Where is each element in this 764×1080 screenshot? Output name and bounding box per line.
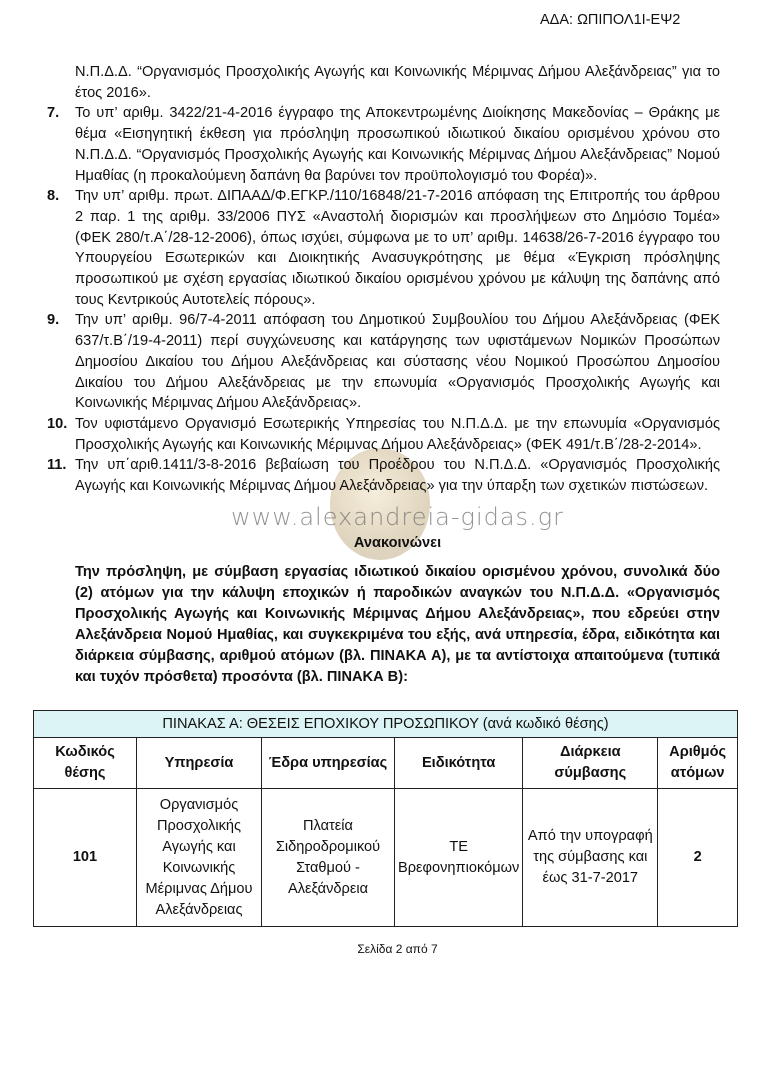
cell-specialty: ΤΕ Βρεφονηπιοκόμων bbox=[395, 789, 523, 927]
cell-service: Οργανισμός Προσχολικής Αγωγής και Κοινωνικής Μέριμνας Δήμου Αλεξάνδρειας bbox=[137, 789, 262, 927]
list-item bbox=[47, 103, 720, 186]
list-item bbox=[47, 414, 720, 455]
header-location: Έδρα υπηρεσίας bbox=[262, 738, 395, 789]
list-item bbox=[47, 186, 720, 310]
item-number: 11. bbox=[47, 457, 67, 474]
header-duration: Διάρκεια σύμβασης bbox=[523, 738, 658, 789]
item-text: Την υπ’ αριθμ. πρωτ. ΔΙΠΑΑΔ/Φ.ΕΓΚΡ./110/16848/21-7-2016 απόφαση της Επιτροπής του άρθρου 2 παρ. 1 της αριθμ. 33/2006 ΠΥΣ «Αναστολή διορισμών και προσλήψεων στο Δημόσιο Τομέα» (ΦΕΚ 280/τ.Α΄/28-12-2006), όπως ισχύει, σύμφωνα με το υπ’ αριθμ. 14638/26-7-2016 έγγραφο του Υπουργείου Εσωτερικών και Διοικητικής Ανασυγκρότησης με θέμα «Έγκριση πρόσληψης προσωπικού με σχέση εργασίας ιδιωτικού δικαίου ορισμένου χρόνου με κάλυψη της δαπάνης από τους Κεντρικούς Αυτοτελείς πόρους». bbox=[75, 188, 720, 308]
item-text: Την υπ’ αριθμ. 96/7-4-2011 απόφαση του Δημοτικού Συμβουλίου του Δήμου Αλεξάνδρειας (ΦΕΚ 637/τ.Β΄/19-4-2011) περί συγχώνευσης και κατάργησης των υφιστάμενων Νομικών Προσώπων Δημοσίου Δικαίου του Δήμου Αλεξάνδρειας και σύστασης νέου Νομικού Προσώπου Δημοσίου Δικαίου του Δήμου Αλεξάνδρειας με την επωνυμία «Οργανισμός Προσχολικής Αγωγής και Κοινωνικής Μέριμνας Δήμου Αλεξάνδρειας». bbox=[75, 312, 720, 412]
item-text: Το υπ’ αριθμ. 3422/21-4-2016 έγγραφο της Αποκεντρωμένης Διοίκησης Μακεδονίας – Θράκης με θέμα «Εισηγητική έκθεση για πρόσληψη προσωπικού ιδιωτικού δικαίου ορισμένου χρόνου στο Ν.Π.Δ.Δ. “Οργανισμός Προσχολικής Αγωγής και Κοινωνικής Μέριμνας Δήμου Αλεξάνδρειας” Νομού Ημαθίας (η προκαλούμενη δαπάνη θα βαρύνει τον προϋπολογισμό του Φορέα)». bbox=[75, 105, 720, 184]
header-count: Αριθμός ατόμων bbox=[658, 738, 738, 789]
header-code: Κωδικός θέσης bbox=[34, 738, 137, 789]
watermark-text: www.alexandreia-gidas.gr bbox=[231, 502, 564, 531]
continuation-paragraph: Ν.Π.Δ.Δ. “Οργανισμός Προσχολικής Αγωγής και Κοινωνικής Μέριμνας Δήμου Αλεξάνδρειας” για το έτος 2016». bbox=[75, 64, 720, 101]
item-number: 10. bbox=[47, 415, 68, 432]
ada-code: ΑΔΑ: ΩΠΙΠΟΛ1Ι-ΕΨ2 bbox=[540, 12, 681, 28]
announcement-paragraph: Την πρόσληψη, με σύμβαση εργασίας ιδιωτικού δικαίου ορισμένου χρόνου, συνολικά δύο (2) ατόμων για την κάλυψη εποχικών ή παροδικών αναγκών του Ν.Π.Δ.Δ. «Οργανισμός Προσχολικής Αγωγής και Κοινωνικής Μέριμνας Δήμου Αλεξάνδρειας», που εδρεύει στην Αλεξάνδρεια Νομού Ημαθίας, και συγκεκριμένα του εξής, ανά υπηρεσία, έδρα, ειδικότητα και διάρκεια σύμβασης, αριθμού ατόμων (βλ. ΠΙΝΑΚΑ Α), με τα αντίστοιχα απαιτούμενα (τυπικά και τυχόν πρόσθετα) προσόντα (βλ. ΠΙΝΑΚΑ Β): bbox=[75, 564, 720, 686]
item-number: 7. bbox=[47, 105, 60, 122]
table-title: ΠΙΝΑΚΑΣ Α: ΘΕΣΕΙΣ ΕΠΟΧΙΚΟΥ ΠΡΟΣΩΠΙΚΟΥ (ανά κωδικό θέσης) bbox=[34, 711, 738, 738]
item-text: Τον υφιστάμενο Οργανισμό Εσωτερικής Υπηρεσίας του Ν.Π.Δ.Δ. με την επωνυμία «Οργανισμός Προσχολικής Αγωγής και Κοινωνικής Μέριμνας Δήμου Αλεξάνδρειας» (ΦΕΚ 491/τ.Β΄/28-2-2014». bbox=[75, 415, 720, 453]
cell-count: 2 bbox=[658, 789, 738, 927]
table-header-row bbox=[34, 738, 738, 789]
table-row bbox=[34, 789, 738, 927]
cell-location: Πλατεία Σιδηροδρομικού Σταθμού - Αλεξάνδρεια bbox=[262, 789, 395, 927]
header-service: Υπηρεσία bbox=[137, 738, 262, 789]
header-specialty: Ειδικότητα bbox=[395, 738, 523, 789]
list-item bbox=[47, 455, 720, 496]
cell-duration: Από την υπογραφή της σύμβασης και έως 31-7-2017 bbox=[523, 789, 658, 927]
document-body bbox=[47, 62, 727, 957]
item-number: 9. bbox=[47, 312, 60, 329]
item-number: 8. bbox=[47, 188, 60, 205]
positions-table bbox=[33, 710, 738, 927]
list-item bbox=[47, 310, 720, 414]
cell-code: 101 bbox=[34, 789, 137, 927]
item-text: Την υπ΄αριθ.1411/3-8-2016 βεβαίωση του Προέδρου του Ν.Π.Δ.Δ. «Οργανισμός Προσχολικής Αγωγής και Κοινωνικής Μέριμνας Δήμου Αλεξάνδρειας» για την ύπαρξη των σχετικών πιστώσεων. bbox=[75, 457, 720, 495]
announces-heading: Ανακοινώνει bbox=[353, 534, 442, 551]
page-number: Σελίδα 2 από 7 bbox=[357, 942, 438, 957]
